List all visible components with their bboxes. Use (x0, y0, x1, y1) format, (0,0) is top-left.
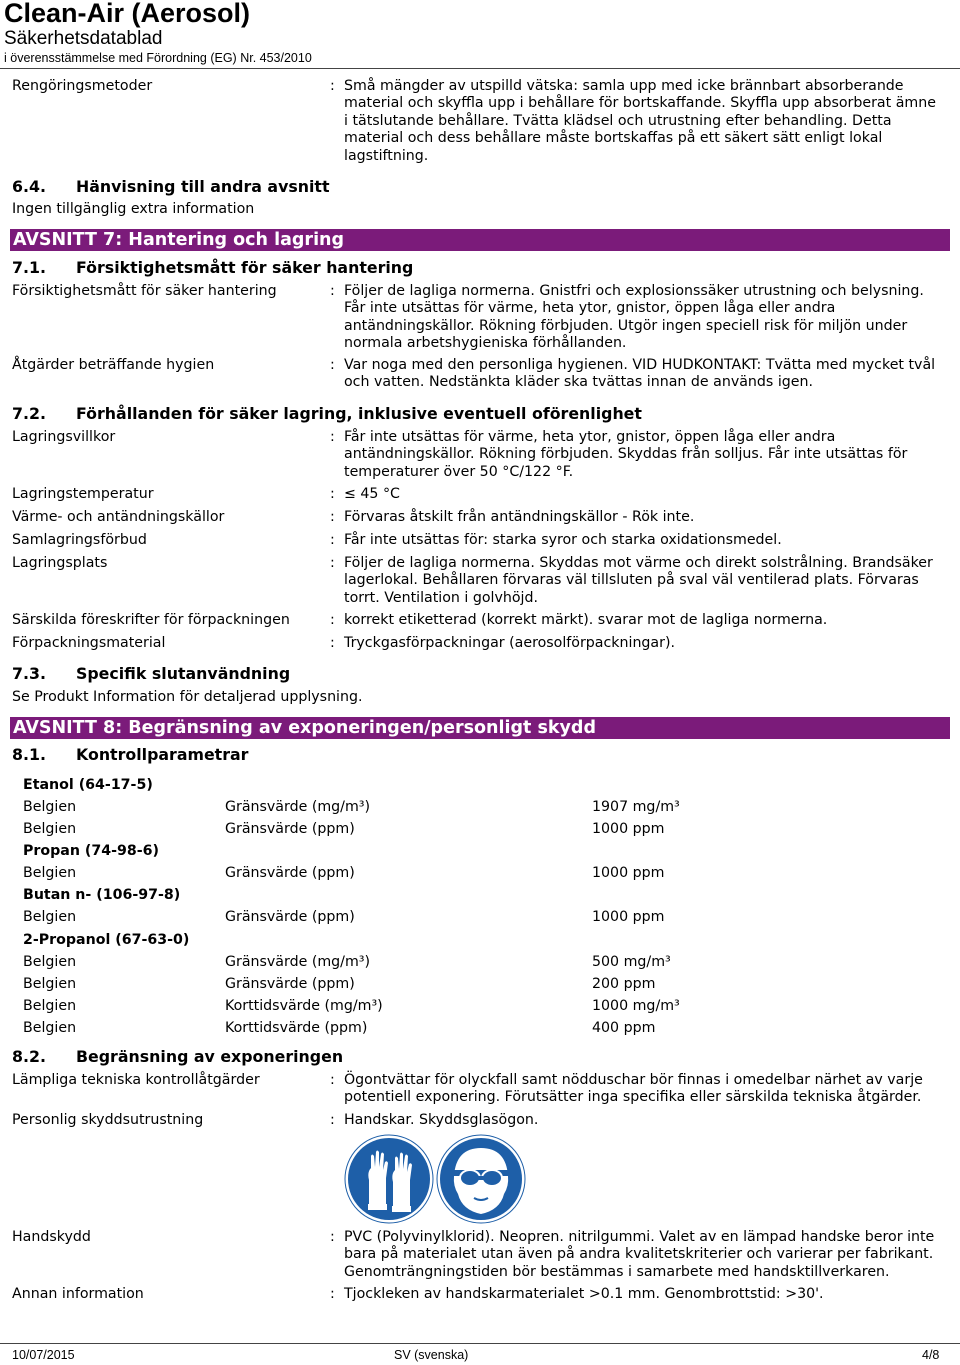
limit-row (23, 821, 923, 839)
field-value: Får inte utsättas för värme, heta ytor, gnistor, öppen låga eller andra antändningskällor. Rökning förbjuden. Skyddas från solljus. Får inte utsättas för temperaturer över 50 °C/122 °F. (344, 429, 908, 480)
limit-country: Belgien (23, 954, 77, 970)
section-title: Förhållanden för säker lagring, inklusive eventuell oförenlighet (76, 404, 642, 423)
field-label: Försiktighetsmått för säker hantering (12, 283, 277, 299)
goggles-icon (437, 1135, 525, 1223)
section-number: 7.1. (12, 258, 46, 277)
limit-row (23, 1020, 923, 1038)
limit-value: 1000 ppm (592, 909, 665, 925)
substance-heading: Etanol (64-17-5) (23, 777, 153, 793)
footer-page-number: 4/8 (922, 1348, 940, 1362)
limit-value: 1000 mg/m³ (592, 998, 680, 1014)
section-number: 6.4. (12, 177, 46, 196)
substance-heading: 2-Propanol (67-63-0) (23, 932, 190, 948)
field-value: Små mängder av utspilld vätska: samla upp med icke brännbart absorberande material och skyffla upp i behållare för bortskaffande. Skyffla upp absorberat ämne i tätslutande behållare. Tvätta klädsel och utrustning efter behandling. Detta material och dess behållare måste bortskaffas på ett säkert sätt enligt lokal lagstiftning. (344, 78, 936, 164)
section-title: Försiktighetsmått för säker hantering (76, 258, 414, 277)
field-label: Lagringsvillkor (12, 429, 116, 445)
field-colon: : (330, 78, 335, 94)
regulation-reference: i överensstämmelse med Förordning (EG) Nr. 453/2010 (4, 51, 312, 65)
field-value: ≤ 45 °C (344, 486, 400, 502)
limit-row (23, 998, 923, 1016)
limit-country: Belgien (23, 821, 77, 837)
limit-row (23, 799, 923, 817)
limit-value: 1000 ppm (592, 821, 665, 837)
ppe-pictograms (344, 1134, 526, 1224)
field-colon: : (330, 532, 335, 548)
section-heading-8-2 (12, 1047, 343, 1066)
field-colon: : (330, 612, 335, 628)
field-label: Lagringstemperatur (12, 486, 154, 502)
limit-type: Gränsvärde (ppm) (225, 821, 355, 837)
field-colon: : (330, 1286, 335, 1302)
section-heading-7-1 (12, 258, 413, 277)
field-colon: : (330, 283, 335, 299)
limit-row (23, 909, 923, 927)
limit-type: Gränsvärde (ppm) (225, 976, 355, 992)
limit-type: Gränsvärde (ppm) (225, 865, 355, 881)
limit-row (23, 976, 923, 994)
field-label: Samlagringsförbud (12, 532, 147, 548)
limit-type: Gränsvärde (ppm) (225, 909, 355, 925)
section-text: Se Produkt Information för detaljerad upplysning. (12, 689, 363, 705)
section-number: 8.2. (12, 1047, 46, 1066)
field-value: Tjockleken av handskarmaterialet >0.1 mm. Genombrottstid: >30'. (344, 1286, 824, 1302)
limit-type: Gränsvärde (mg/m³) (225, 954, 371, 970)
field-value: PVC (Polyvinylklorid). Neopren. nitrilgummi. Valet av en lämpad handske beror inte bara på materialet utan även på andra kvalitetskriterier och varierar per fabrikant. Genomträngningstiden bör bestämmas i samarbete med handsktillverkaren. (344, 1229, 935, 1280)
section-band-8: AVSNITT 8: Begränsning av exponeringen/personligt skydd (10, 717, 950, 739)
header-divider (0, 68, 960, 69)
field-label: Personlig skyddsutrustning (12, 1112, 204, 1128)
limit-value: 1000 ppm (592, 865, 665, 881)
field-value: Får inte utsättas för: starka syror och starka oxidationsmedel. (344, 532, 782, 548)
field-colon: : (330, 486, 335, 502)
limit-type: Gränsvärde (mg/m³) (225, 799, 371, 815)
section-heading-7-2 (12, 404, 642, 423)
section-band-7: AVSNITT 7: Hantering och lagring (10, 229, 950, 251)
section-heading-8-1 (12, 745, 248, 764)
field-value: Följer de lagliga normerna. Skyddas mot värme och direkt solstrålning. Brandsäker lagerlokal. Behållaren förvaras väl tillsluten på sval väl ventilerad plats. Förvaras torrt. Ventilation i golvhöjd. (344, 555, 933, 606)
limit-row (23, 954, 923, 972)
limit-country: Belgien (23, 1020, 77, 1036)
limit-value: 500 mg/m³ (592, 954, 671, 970)
limit-country: Belgien (23, 799, 77, 815)
limit-country: Belgien (23, 976, 77, 992)
substance-heading: Propan (74-98-6) (23, 843, 160, 859)
field-value: Följer de lagliga normerna. Gnistfri och explosionssäker utrustning och belysning. Får inte utsättas för värme, heta ytor, gnistor, öppen låga eller andra antändningskällor. Rökning förbjuden. Utgör ingen speciell risk för miljön under normala arbetshygieniska förhållanden. (344, 283, 924, 352)
section-title: Specifik slutanvändning (76, 664, 291, 683)
field-value: Ögontvättar för olyckfall samt nödduschar bör finnas i omedelbar närhet av varje potentiell exponering. Förutsätter inga specifika eller särskilda tekniska åtgärder. (344, 1072, 923, 1106)
section-number: 7.3. (12, 664, 46, 683)
document-subtitle: Säkerhetsdatablad (4, 28, 163, 49)
limit-country: Belgien (23, 998, 77, 1014)
field-label: Annan information (12, 1286, 144, 1302)
substance-heading: Butan n- (106-97-8) (23, 887, 181, 903)
limit-value: 200 ppm (592, 976, 656, 992)
field-colon: : (330, 1229, 335, 1245)
limit-type: Korttidsvärde (ppm) (225, 1020, 368, 1036)
field-label: Värme- och antändningskällor (12, 509, 225, 525)
field-label: Åtgärder beträffande hygien (12, 357, 215, 373)
field-value: Förvaras åtskilt från antändningskällor - Rök inte. (344, 509, 695, 525)
limit-country: Belgien (23, 909, 77, 925)
gloves-icon (345, 1135, 433, 1223)
field-value: korrekt etiketterad (korrekt märkt). svarar mot de lagliga normerna. (344, 612, 828, 628)
section-number: 8.1. (12, 745, 46, 764)
section-title: Begränsning av exponeringen (76, 1047, 344, 1066)
section-number: 7.2. (12, 404, 46, 423)
limit-country: Belgien (23, 865, 77, 881)
footer-date: 10/07/2015 (12, 1348, 75, 1362)
field-colon: : (330, 509, 335, 525)
document-title: Clean-Air (Aerosol) (4, 0, 251, 28)
field-colon: : (330, 357, 335, 373)
field-label: Lagringsplats (12, 555, 108, 571)
field-label: Förpackningsmaterial (12, 635, 166, 651)
field-label: Handskydd (12, 1229, 91, 1245)
section-text: Ingen tillgänglig extra information (12, 201, 255, 217)
field-value: Handskar. Skyddsglasögon. (344, 1112, 539, 1128)
footer-language: SV (svenska) (394, 1348, 469, 1362)
field-colon: : (330, 1112, 335, 1128)
field-value: Var noga med den personliga hygienen. VID HUDKONTAKT: Tvätta med mycket tvål och vatten. Nedstänkta kläder ska tvättas innan de används igen. (344, 357, 936, 391)
field-value: Tryckgasförpackningar (aerosolförpackningar). (344, 635, 676, 651)
field-label: Särskilda föreskrifter för förpackningen (12, 612, 290, 628)
limit-value: 400 ppm (592, 1020, 656, 1036)
section-title: Hänvisning till andra avsnitt (76, 177, 330, 196)
section-heading-7-3 (12, 664, 290, 683)
limit-type: Korttidsvärde (mg/m³) (225, 998, 383, 1014)
section-title: Kontrollparametrar (76, 745, 249, 764)
limit-row (23, 865, 923, 883)
field-colon: : (330, 1072, 335, 1088)
footer-divider (0, 1343, 960, 1344)
field-colon: : (330, 555, 335, 571)
limit-value: 1907 mg/m³ (592, 799, 680, 815)
field-colon: : (330, 635, 335, 651)
field-colon: : (330, 429, 335, 445)
field-label: Lämpliga tekniska kontrollåtgärder (12, 1072, 260, 1088)
section-heading-6-4 (12, 177, 330, 196)
field-label: Rengöringsmetoder (12, 78, 153, 94)
